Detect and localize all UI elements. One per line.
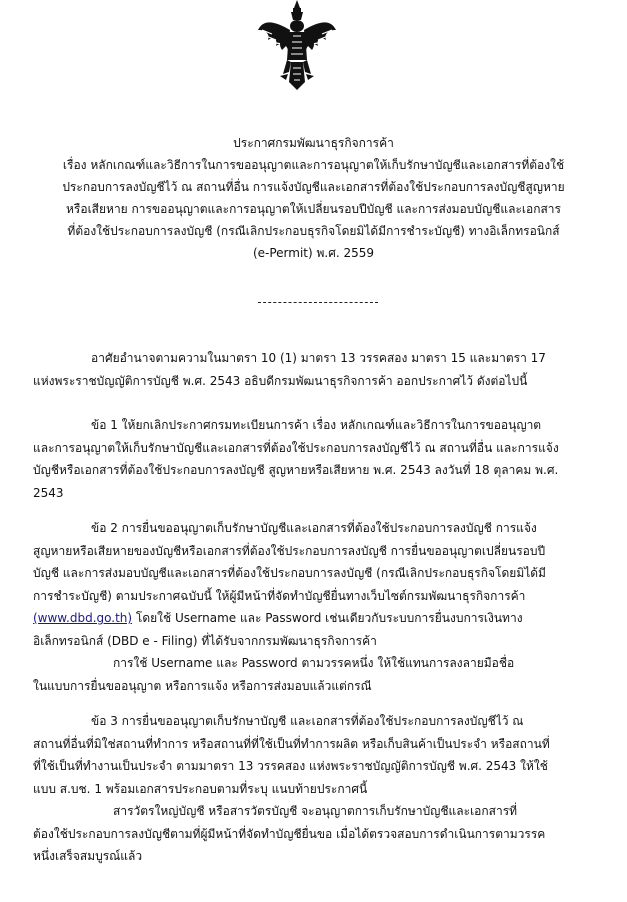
- subject-line: (e-Permit) พ.ศ. 2559: [252, 246, 375, 260]
- paragraph-line: ที่ใช้เป็นที่ทำงานเป็นประจำ ตามมาตรา 13 วรรคสอง แห่งพระราชบัญญัติการบัญชี พ.ศ. 2543 ให้ใช้: [33, 759, 548, 773]
- paragraph-line: อาศัยอำนาจตามความในมาตรา 10 (1) มาตรา 13 วรรคสอง มาตรา 15 และมาตรา 17: [91, 351, 546, 365]
- paragraph-line: [33, 607, 605, 630]
- clause-2-paragraph: [33, 517, 605, 697]
- paragraph-line: บัญชีหรือเอกสารที่ต้องใช้ประกอบการลงบัญชี สูญหายหรือเสียหาย พ.ศ. 2543 ลงวันที่ 18 ตุลาคม พ.ศ.: [33, 463, 559, 477]
- subject-line: หรือเสียหาย การขออนุญาตและการอนุญาตให้เปลี่ยนรอบปีบัญชี และการส่งมอบบัญชีและเอกสาร: [66, 202, 561, 216]
- paragraph-line: ต้องใช้ประกอบการลงบัญชีตามที่ผู้มีหน้าที่จัดทำบัญชียื่นขอ เมื่อได้ตรวจสอบการดำเนินการตามวรรค: [33, 826, 546, 841]
- clause-3-paragraph: [33, 710, 605, 868]
- link-line-rest: โดยใช้ Username และ Password เช่นเดียวกับระบบการยื่นงบการเงินทาง: [132, 611, 523, 625]
- announcement-header: [18, 132, 609, 264]
- subject-line: ประกอบการลงบัญชีไว้ ณ สถานที่อื่น การแจ้งบัญชีและเอกสารที่ต้องใช้ประกอบการลงบัญชีสูญหาย: [62, 180, 565, 194]
- paragraph-line: อิเล็กทรอนิกส์ (DBD e - Filing) ที่ได้รับจากกรมพัฒนาธุรกิจการค้า: [33, 633, 377, 648]
- paragraph-line: การชำระบัญชี) ตามประกาศฉบับนี้ ให้ผู้มีหน้าที่จัดทำบัญชียื่นทางเว็บไซต์กรมพัฒนาธุรกิจการค้า: [33, 588, 526, 603]
- paragraph-line: หนึ่งเสร็จสมบูรณ์แล้ว: [33, 849, 143, 863]
- paragraph-line: แห่งพระราชบัญญัติการบัญชี พ.ศ. 2543 อธิบดีกรมพัฒนาธุรกิจการค้า ออกประกาศไว้ ดังต่อไปนี้: [33, 373, 528, 388]
- paragraph-line: สถานที่อื่นที่มิใช่สถานที่ทำการ หรือสถานที่ที่ใช้เป็นที่ทำการผลิต หรือเก็บสินค้าเป็นประจำ หรือสถานที่: [33, 736, 550, 751]
- paragraph-line: การใช้ Username และ Password ตามวรรคหนึ่ง ให้ใช้แทนการลงลายมือชื่อ: [113, 656, 515, 670]
- separator-line: [258, 302, 378, 303]
- paragraph-line: ข้อ 2 การยื่นขออนุญาตเก็บรักษาบัญชีและเอกสารที่ต้องใช้ประกอบการลงบัญชี การแจ้ง: [91, 521, 537, 535]
- paragraph-line: สารวัตรใหญ่บัญชี หรือสารวัตรบัญชี จะอนุญาตการเก็บรักษาบัญชีและเอกสารที่: [113, 804, 518, 818]
- preamble-paragraph: [33, 347, 605, 392]
- paragraph-line: บัญชี และการส่งมอบบัญชีและเอกสารที่ต้องใช้ประกอบการลงบัญชี (กรณีเลิกประกอบธุรกิจโดยมิได้มี: [33, 566, 546, 580]
- subject-line: เรื่อง หลักเกณฑ์และวิธีการในการขออนุญาตและการอนุญาตให้เก็บรักษาบัญชีและเอกสารที่ต้องใช้: [62, 158, 565, 172]
- dbd-website-link[interactable]: (www.dbd.go.th): [33, 611, 133, 625]
- paragraph-line: ข้อ 1 ให้ยกเลิกประกาศกรมทะเบียนการค้า เรื่อง หลักเกณฑ์และวิธีการในการขออนุญาต: [91, 418, 542, 432]
- paragraph-line: ในแบบการยื่นขออนุญาต หรือการแจ้ง หรือการส่งมอบแล้วแต่กรณี: [33, 678, 372, 693]
- subject-line: ที่ต้องใช้ประกอบการลงบัญชี (กรณีเลิกประกอบธุรกิจโดยมิได้มีการชำระบัญชี) ทางอิเล็กทรอนิกส์: [67, 224, 560, 238]
- garuda-emblem-icon: [258, 0, 336, 96]
- paragraph-line: สูญหายหรือเสียหายของบัญชีหรือเอกสารที่ต้องใช้ประกอบการลงบัญชี การยื่นขออนุญาตเปลี่ยนรอบปี: [33, 543, 546, 558]
- paragraph-line: แบบ ส.บช. 1 พร้อมเอกสารประกอบตามที่ระบุ แนบท้ายประกาศนี้: [33, 781, 368, 796]
- clause-1-paragraph: [33, 414, 605, 504]
- paragraph-line: 2543: [33, 485, 64, 500]
- agency-title: ประกาศกรมพัฒนาธุรกิจการค้า: [233, 136, 394, 150]
- paragraph-line: และการอนุญาตให้เก็บรักษาบัญชีและเอกสารที่ต้องใช้ประกอบการลงบัญชีไว้ ณ สถานที่อื่น และการแจ้ง: [33, 440, 559, 455]
- paragraph-line: ข้อ 3 การยื่นขออนุญาตเก็บรักษาบัญชี และเอกสารที่ต้องใช้ประกอบการลงบัญชีไว้ ณ: [91, 714, 524, 728]
